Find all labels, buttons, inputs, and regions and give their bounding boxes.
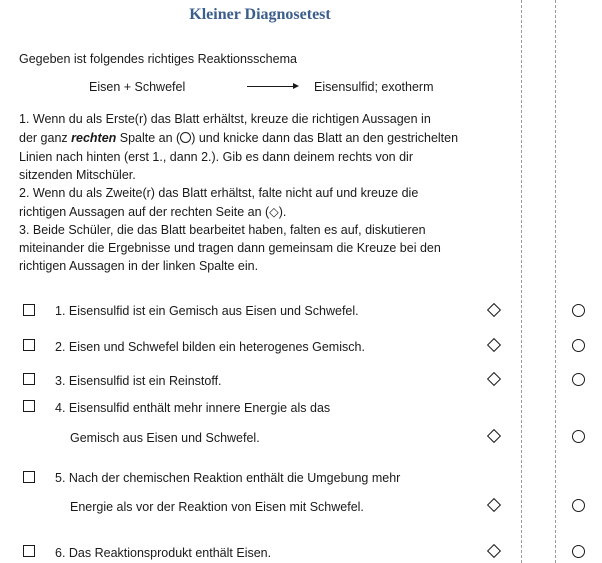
circle-checkbox-first[interactable] [572,339,585,352]
fold-line-2 [555,0,556,563]
checkbox-joint[interactable] [23,545,35,557]
statement-text-continued: Energie als vor der Reaktion von Eisen mit Schwefel. [70,500,364,514]
circle-symbol-icon [180,132,191,143]
checkbox-joint[interactable] [23,304,35,316]
scheme-products: Eisensulfid; exotherm [314,80,434,94]
circle-checkbox-first[interactable] [572,545,585,558]
instruction-line [19,129,458,148]
instruction-line: sitzenden Mitschüler. [19,168,136,182]
instruction-emphasis: rechten [71,131,117,145]
statement-text: 4. Eisensulfid enthält mehr innere Energie als das [55,401,331,415]
statement-text: 6. Das Reaktionsprodukt enthält Eisen. [55,546,272,560]
instruction-line: Linien nach hinten (erst 1., dann 2.). Gib es dann deinem rechts von dir [19,150,413,164]
page-title: Kleiner Diagnosetest [189,6,331,23]
checkbox-joint[interactable] [23,339,35,351]
instruction-line: 1. Wenn du als Erste(r) das Blatt erhältst, kreuze die richtigen Aussagen in [19,112,431,126]
diamond-checkbox-second[interactable] [487,429,501,443]
diamond-checkbox-second[interactable] [487,372,501,386]
statement-text: 3. Eisensulfid ist ein Reinstoff. [55,374,222,388]
statement-text: 1. Eisensulfid ist ein Gemisch aus Eisen und Schwefel. [55,304,359,318]
instruction-line: miteinander die Ergebnisse und tragen dann gemeinsam die Kreuze bei den [19,241,441,255]
diamond-checkbox-second[interactable] [487,303,501,317]
instruction-line: richtigen Aussagen auf der rechten Seite an (◇). [19,205,287,219]
scheme-reactants: Eisen + Schwefel [89,80,186,94]
instruction-text: ) und knicke dann das Blatt an den gestrichelten [191,131,459,145]
instruction-text: der ganz [19,131,72,145]
instruction-text: Spalte an ( [116,131,181,145]
statement-text: 2. Eisen und Schwefel bilden ein heterogenes Gemisch. [55,340,365,354]
intro-text: Gegeben ist folgendes richtiges Reaktionsschema [19,52,297,66]
instruction-line: 2. Wenn du als Zweite(r) das Blatt erhältst, falte nicht auf und kreuze die [19,186,419,200]
circle-checkbox-first[interactable] [572,304,585,317]
checkbox-joint[interactable] [23,471,35,483]
checkbox-joint[interactable] [23,373,35,385]
checkbox-joint[interactable] [23,400,35,412]
instruction-line: 3. Beide Schüler, die das Blatt bearbeitet haben, falten es auf, diskutieren [19,223,426,237]
circle-checkbox-first[interactable] [572,499,585,512]
circle-checkbox-first[interactable] [572,430,585,443]
circle-checkbox-first[interactable] [572,373,585,386]
fold-line-1 [521,0,522,563]
diamond-checkbox-second[interactable] [487,544,501,558]
diamond-checkbox-second[interactable] [487,338,501,352]
diamond-checkbox-second[interactable] [487,498,501,512]
instruction-line: richtigen Aussagen in der linken Spalte ein. [19,259,259,273]
statement-text: 5. Nach der chemischen Reaktion enthält die Umgebung mehr [55,471,401,485]
statement-text-continued: Gemisch aus Eisen und Schwefel. [70,431,260,445]
reaction-arrow-icon [247,86,297,87]
